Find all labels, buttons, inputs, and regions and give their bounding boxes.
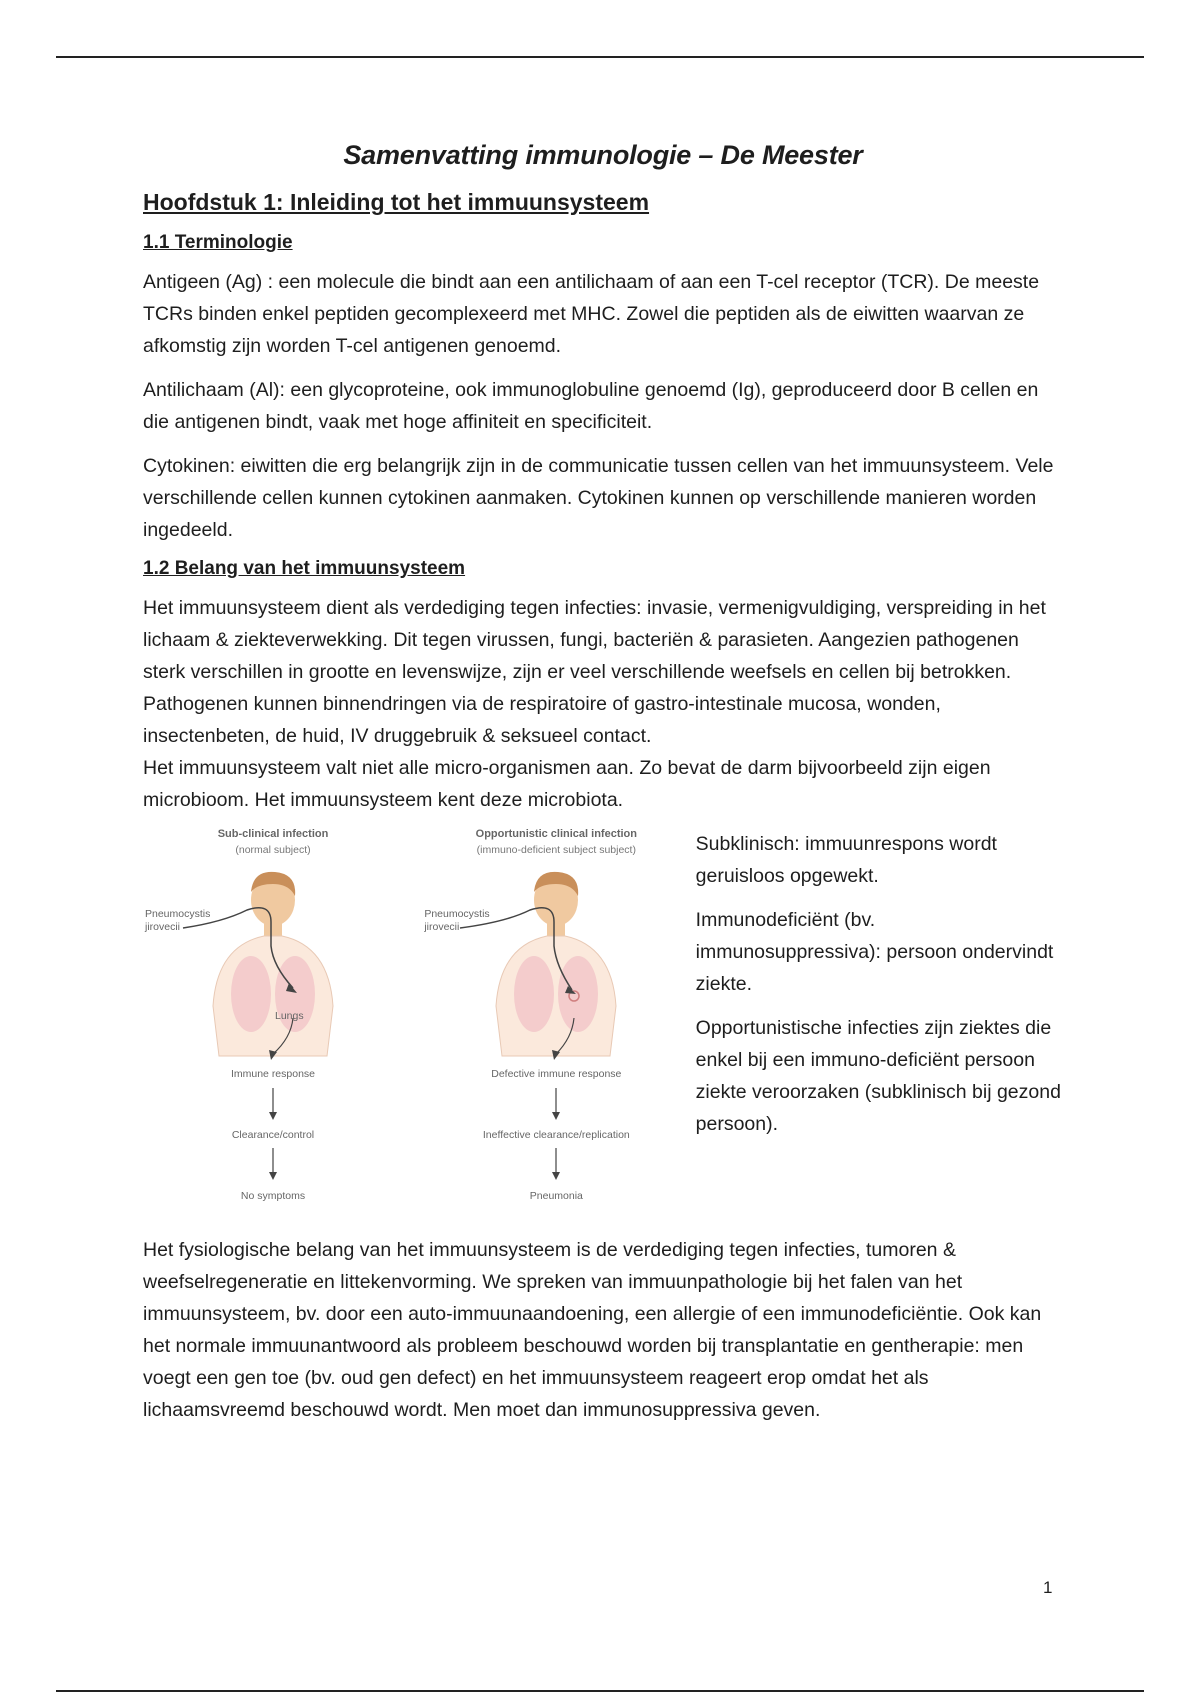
arrowhead-2 [269,1172,277,1180]
figure-panel-subclinical [143,826,394,1226]
figure-side-text [696,826,1063,1226]
figure-left-subtitle: (normal subject) [235,844,311,856]
arrowhead-2 [552,1172,560,1180]
arrowhead-1 [552,1112,560,1120]
side-paragraph-subklinisch: Subklinisch: immuunrespons wordt geruisloos opgewekt. [695,833,997,887]
side-paragraph-immunodeficient: Immunodeficiënt (bv. immunosuppressiva): persoon ondervindt ziekte. [695,909,1054,995]
figure-left-step-2: Clearance/control [231,1129,315,1141]
figure-right-step-2: Ineffective clearance/replication [482,1129,630,1141]
document-body [143,140,1063,1438]
figure-right-step-1: Defective immune response [491,1068,622,1080]
paragraph-binnendringen: Pathogenen kunnen binnendringen via de respiratoire of gastro-intestinale mucosa, wonden, insectenbeten, de huid, IV druggebruik & seksueel contact. [143,693,941,747]
paragraph-fysiologisch-belang: Het fysiologische belang van het immuunsysteem is de verdediging tegen infecties, tumoren & weefselregeneratie en littekenvorming. We spreken van immuunpathologie bij het falen van het immuunsysteem, bv. door een auto-immuunaandoening, een allergie of een immunodeficiëntie. Ook kan het normale immuunantwoord als probleem beschouwd worden bij transplantatie en gentherapie: men voegt een gen toe (bv. oud gen defect) en het immuunsysteem reageert erop omdat het als lichaamsvreemd beschouwd wordt. Men moet dan immunosuppressiva geven. [143,1239,1042,1421]
document-title: Samenvatting immunologie – De Meester [343,140,863,170]
figure-right-title: Opportunistic clinical infection [475,828,637,840]
figure-right-step-3: Pneumonia [529,1190,583,1202]
chapter-heading: Hoofdstuk 1: Inleiding tot het immuunsysteem [143,189,650,215]
paragraph-microbioom: Het immuunsysteem valt niet alle micro-organismen aan. Zo bevat de darm bijvoorbeeld zijn eigen microbioom. Het immuunsysteem kent deze microbiota. [143,757,991,811]
figure-left-title: Sub-clinical infection [217,828,329,840]
figure-left-pathogen-label: Pneumocystis jirovecii [145,908,211,933]
figure-left-step-3: No symptoms [240,1190,306,1202]
left-lung [231,956,271,1032]
side-paragraph-opportunistisch: Opportunistische infecties zijn ziektes die enkel bij een immuno-deficiënt persoon ziekte veroorzaken (subklinisch bij gezond persoon). [695,1017,1061,1135]
paragraph-antilichaam: Antilichaam (Al): een glycoproteine, ook immunoglobuline genoemd (Ig), geproduceerd door B cellen en die antigenen bindt, vaak met hoge affiniteit en specificiteit. [143,379,1039,433]
figure-panel-opportunistic [426,826,677,1226]
left-lung [514,956,554,1032]
paragraph-cytokinen: Cytokinen: eiwitten die erg belangrijk zijn in de communicatie tussen cellen van het immuunsysteem. Vele verschillende cellen kunnen cytokinen aanmaken. Cytokinen kunnen op verschillende manieren worden ingedeeld. [143,455,1054,541]
top-rule [56,56,1144,58]
figure-left-step-1: Immune response [230,1068,316,1080]
bottom-rule [56,1690,1144,1692]
paragraph-antigeen: Antigeen (Ag) : een molecule die bindt aan een antilichaam of aan een T-cel receptor (TCR). De meeste TCRs binden enkel peptiden gecomplexeerd met MHC. Zowel die peptiden als de eiwitten waarvan ze afkomstig zijn worden T-cel antigenen genoemd. [143,271,1040,357]
section-heading-terminologie: 1.1 Terminologie [143,232,293,253]
figure-right-subtitle: (immuno-deficient subject subject) [476,844,636,856]
paragraph-verdediging: Het immuunsysteem dient als verdediging tegen infecties: invasie, vermenigvuldiging, verspreiding in het lichaam & ziekteverwekking. Dit tegen virussen, fungi, bacteriën & parasieten. Aangezien pathogenen sterk verschillen in grootte en levenswijze, zijn er veel verschillende weefsels en cellen bij betrokken. [143,597,1046,683]
arrowhead-1 [269,1112,277,1120]
section-heading-belang: 1.2 Belang van het immuunsysteem [143,558,466,579]
page-number: 1 [1043,1578,1053,1597]
figure-row [143,826,1063,1226]
opportunistic-illustration [426,826,686,1226]
figure-left-organ-label: Lungs [275,1010,304,1022]
figure-right-pathogen-label: Pneumocystis jirovecii [424,908,490,933]
subclinical-illustration [143,826,403,1226]
